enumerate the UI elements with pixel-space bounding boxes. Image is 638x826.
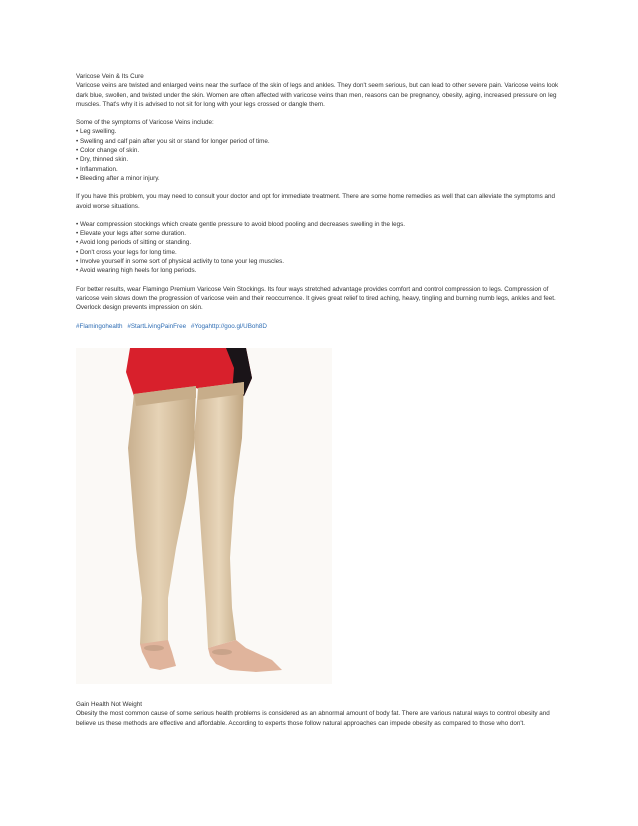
list-item: • Bleeding after a minor injury. [76,174,160,182]
intro-paragraph: Varicose veins are twisted and enlarged veins near the surface of the skin of legs and ankles. They don't seem serious, but can lead to other severe pain. Varicose veins look dark blue, swollen, and twisted under the skin. Women are often affected with varicose veins than men, reasons can be pregnancy, obesity, aging, increased pressure on leg muscles. That's why it is advised to not sit for long with your legs crossed or dangle them. [76,82,559,108]
hashtag-line [76,322,562,331]
hashtag-link[interactable]: #Yogahttp://goo.gl/UBoh8D [190,322,267,330]
right-heel-opening [212,649,232,655]
list-item: • Leg swelling. [76,128,117,136]
advice-paragraph: If you have this problem, you may need to consult your doctor and opt for immediate treatment. There are some home remedies as well that can alleviate the symptoms and avoid worse situations. [76,193,556,210]
left-stocking [128,386,196,648]
list-item: • Color change of skin. [76,147,140,155]
right-stocking [194,382,244,648]
list-item: • Avoid long periods of sitting or standing. [76,239,192,247]
section-paragraph: Obesity the most common cause of some serious health problems is considered as an abnormal amount of body fat. There are various natural ways to control obesity and believe us these methods are effective and affordable. According to experts those follow natural approaches can impede obesity as compared to those who don't. [76,710,550,727]
section-title: Gain Health Not Weight [76,701,143,708]
hashtag-link[interactable]: #Flamingohealth [76,322,123,330]
list-item: • Involve yourself in some sort of physical activity to tone your leg muscles. [76,258,284,266]
symptoms-list [76,127,562,183]
list-item: • Elevate your legs after some duration. [76,230,187,238]
list-item: • Swelling and calf pain after you sit or stand for longer period of time. [76,137,270,145]
stockings-illustration [76,348,332,684]
list-item: • Inflammation. [76,165,118,173]
product-paragraph: For better results, wear Flamingo Premium Varicose Vein Stockings. Its four ways stretched advantage provides comfort and control compression to legs. Compression of varicose vein slows down the progression of varicose vein and their reoccurrence. It gives great relief to tired aching, heavy, tingling and burning numb legs, ankles and feet. Overlock design prevents impression on skin. [76,285,556,312]
list-item: • Don't cross your legs for long time. [76,248,177,256]
list-item: • Avoid wearing high heels for long periods. [76,267,197,275]
list-item: • Dry, thinned skin. [76,156,129,164]
article-body [76,72,562,331]
product-image [76,348,332,684]
symptoms-heading: Some of the symptoms of Varicose Veins include: [76,119,214,127]
remedies-list [76,220,562,276]
left-foot [140,640,176,670]
hashtag-link[interactable]: #StartLivingPainFree [127,322,187,330]
section-gain-health [76,700,562,728]
article-title: Varicose Vein & Its Cure [76,73,144,80]
left-heel-opening [144,645,164,651]
list-item: • Wear compression stockings which create gentle pressure to avoid blood pooling and decreases swelling in the legs. [76,220,406,228]
